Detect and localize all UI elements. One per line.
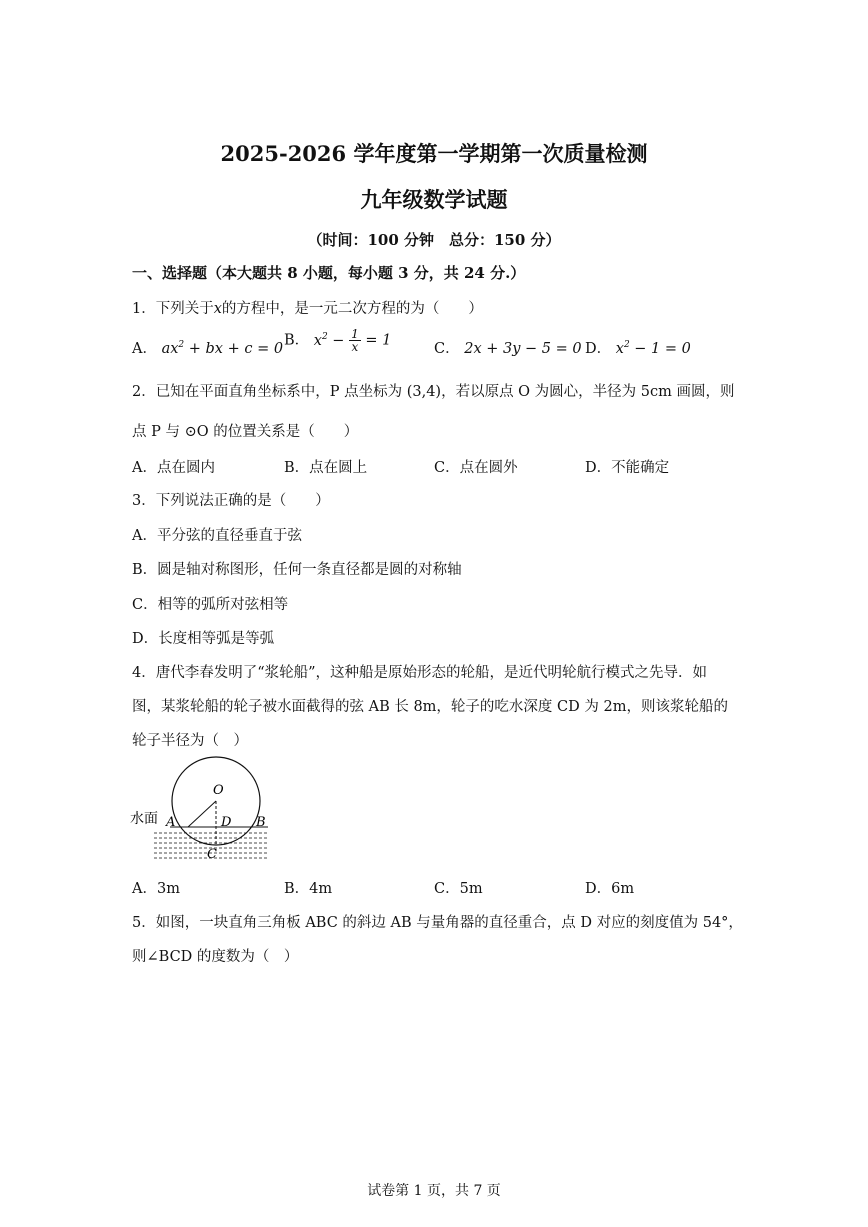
q4-option-d[interactable]: D．6m bbox=[585, 881, 635, 897]
question-1-stem: 1．下列关于x的方程中，是一元二次方程的为（ ） bbox=[132, 301, 483, 317]
exam-subtitle: 九年级数学试题 bbox=[360, 187, 508, 212]
question-2-line-2: 点 P 与 ⊙O 的位置关系是（ ） bbox=[132, 424, 359, 440]
q2-option-a[interactable]: A．点在圆内 bbox=[132, 460, 215, 476]
radius-oa bbox=[188, 801, 216, 827]
point-o-label: O bbox=[213, 783, 224, 798]
q2-option-d[interactable]: D．不能确定 bbox=[585, 460, 670, 476]
q3-option-a[interactable]: A．平分弦的直径垂直于弦 bbox=[132, 528, 302, 544]
question-4-line-1: 4．唐代李春发明了“浆轮船”，这种船是原始形态的轮船，是近代明轮航行模式之先导．如 bbox=[132, 665, 708, 681]
point-a-label: A bbox=[166, 815, 176, 830]
point-b-label: B bbox=[256, 815, 266, 830]
q4-option-c[interactable]: C．5m bbox=[434, 881, 483, 897]
q1-option-d[interactable]: D． $x^2 - 1 = 0$ bbox=[585, 340, 691, 357]
exam-title: 2025-2026 学年度第一学期第一次质量检测 bbox=[220, 141, 648, 166]
exam-meta: （时间：100 分钟 总分：150 分） bbox=[307, 231, 561, 249]
paddle-wheel-figure bbox=[128, 756, 278, 868]
q2-option-b[interactable]: B．点在圆上 bbox=[284, 460, 368, 476]
q3-option-b[interactable]: B．圆是轴对称图形，任何一条直径都是圆的对称轴 bbox=[132, 562, 462, 578]
q4-option-a[interactable]: A．3m bbox=[132, 881, 180, 897]
section-heading: 一、选择题（本大题共 8 小题，每小题 3 分，共 24 分.） bbox=[132, 264, 526, 282]
q4-option-b[interactable]: B．4m bbox=[284, 881, 333, 897]
q2-option-c[interactable]: C．点在圆外 bbox=[434, 460, 518, 476]
question-5-line-2: 则∠BCD 的度数为（ ） bbox=[132, 949, 299, 965]
question-3-stem: 3．下列说法正确的是（ ） bbox=[132, 493, 330, 509]
q1-option-c[interactable]: C． 2x + 3y − 5 = 0 bbox=[434, 341, 582, 357]
question-4-line-3: 轮子半径为（ ） bbox=[132, 733, 248, 749]
question-5-line-1: 5．如图，一块直角三角板 ABC 的斜边 AB 与量角器的直径重合，点 D 对应的刻度值为 54°， bbox=[132, 915, 743, 931]
q3-option-c[interactable]: C．相等的弧所对弦相等 bbox=[132, 597, 289, 613]
question-2-line-1: 2．已知在平面直角坐标系中，P 点坐标为 (3,4)，若以原点 O 为圆心，半径为 5cm 画圆，则 bbox=[132, 384, 735, 400]
water-label: 水面 bbox=[130, 811, 158, 827]
point-d-label: D bbox=[221, 815, 232, 830]
q1-option-a[interactable]: A． $ax^2$ + bx + c = 0 bbox=[132, 340, 284, 357]
q3-option-d[interactable]: D．长度相等弧是等弧 bbox=[132, 631, 275, 647]
question-4-line-2: 图，某浆轮船的轮子被水面截得的弦 AB 长 8m，轮子的吃水深度 CD 为 2m，则该浆轮船的 bbox=[132, 699, 728, 715]
q1-option-b[interactable]: B． $x^2$ − $\frac{1}{x}$ = 1 bbox=[284, 327, 392, 354]
page-footer: 试卷第 1 页，共 7 页 bbox=[367, 1183, 501, 1199]
point-c-label: C bbox=[207, 847, 217, 862]
